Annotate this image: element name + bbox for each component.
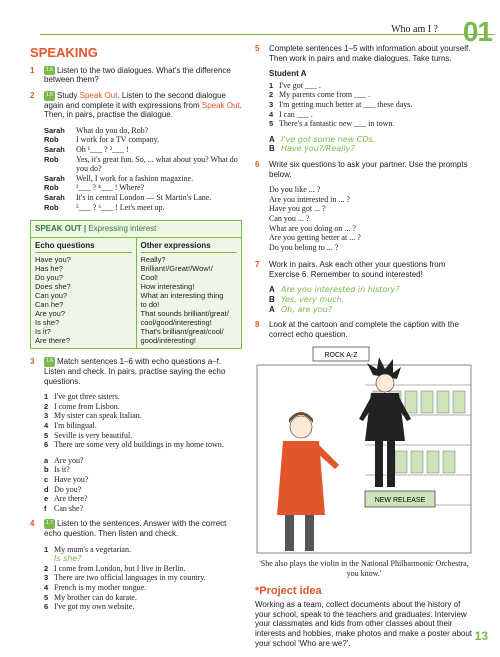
speaker-letter: B — [269, 295, 275, 305]
list-item — [44, 456, 242, 466]
dialogue-text: ³___ ? ⁴___ ! Where? — [76, 183, 145, 193]
item-number: 3 — [44, 411, 49, 421]
exercise-7-example — [269, 285, 473, 314]
item-number: 1 — [44, 544, 49, 554]
echo-question: Do you? — [35, 273, 63, 283]
list-item — [44, 421, 242, 431]
cartoon-svg — [255, 345, 473, 555]
item-number: 5 — [44, 430, 49, 440]
example-line — [269, 285, 473, 295]
cd-icon: 1.5 — [44, 91, 55, 101]
echo-question: Can he? — [35, 300, 64, 310]
other-expression: That's brilliant/great/cool/ — [140, 327, 224, 337]
speaker-name: Sarah — [44, 192, 65, 202]
unit-number: 01 — [462, 16, 492, 47]
other-expression: good/interesting! — [140, 336, 196, 346]
list-item — [44, 494, 242, 504]
exercise-8: 8 Look at the cartoon and complete the caption with the correct echo question. — [255, 320, 459, 339]
speaker-name: Rob — [44, 183, 59, 193]
dialogue-line — [44, 135, 242, 145]
list-item — [44, 440, 242, 450]
list-item — [44, 431, 242, 441]
item-text: Can she? — [54, 503, 84, 513]
example-line — [269, 144, 473, 154]
item-number: 2 — [44, 401, 49, 411]
item-number: 2 — [44, 563, 49, 573]
page-header — [0, 0, 500, 47]
speaker-letter: A — [269, 304, 275, 314]
item-text: I come from Lisbon. — [54, 401, 120, 411]
example-line — [269, 135, 473, 145]
echo-question: Can you? — [35, 291, 68, 301]
dialogue-line — [44, 145, 242, 155]
cartoon-caption: 'She also plays the violin in the National Philharmonic Orchestra, you know.' — [259, 559, 469, 579]
item-number: a — [44, 455, 49, 465]
list-item — [269, 110, 473, 120]
page-number: 13 — [474, 629, 488, 643]
exercise-text: Listen to the two dialogues. What's the difference between them? — [44, 65, 231, 85]
list-item — [44, 411, 242, 421]
exercise-5-sentences — [269, 81, 473, 129]
project-title: *Project idea — [255, 584, 322, 597]
handwritten-answer: Have you?/Really? — [281, 144, 355, 154]
item-text: Is she? — [54, 554, 82, 564]
cd-icon: 1.7 — [44, 519, 55, 529]
list-item — [44, 475, 242, 485]
item-text: I'm getting much better at ___ these days. — [279, 99, 413, 109]
dialogue-line — [44, 193, 242, 203]
item-text: Have you? — [54, 474, 89, 484]
handwritten-answer: Yes, very much. — [281, 295, 345, 305]
item-text: Do you? — [54, 484, 82, 494]
speak-out-header: SPEAK OUT | Expressing interest — [31, 221, 241, 238]
item-text: There are some very old buildings in my home town. — [54, 440, 224, 450]
dialogue-text: Oh ¹___ ? ²___ ! — [76, 144, 129, 154]
item-text: My parents come from ___ . — [279, 90, 371, 100]
exercise-4-sentences — [44, 545, 242, 612]
speak-out-box — [30, 220, 242, 349]
list-item — [44, 545, 242, 555]
dialogue-line — [44, 183, 242, 193]
list-item — [44, 485, 242, 495]
echo-question: Have you? — [35, 255, 71, 265]
example-line — [269, 305, 473, 315]
handwritten-answer: Are you interested in history? — [281, 285, 400, 295]
item-text: Are you? — [54, 455, 84, 465]
item-text: I've got ___ . — [279, 80, 321, 90]
item-number: 4 — [44, 582, 49, 592]
right-column — [255, 44, 473, 648]
speaker-name: Sarah — [44, 173, 65, 183]
prompt-item: Do you like ... ? — [269, 185, 321, 195]
item-text: My mum's a vegetarian. — [54, 544, 131, 554]
exercise-2: 2 1.5 Study Speak Out. Listen to the second dialogue again and complete it with expressions from Speak Out. Then, in pairs, practise the dialogue. — [30, 90, 242, 120]
exercise-3-options — [44, 456, 242, 514]
dialogue-line — [44, 126, 242, 136]
dialogue-line — [44, 155, 242, 174]
list-item — [44, 554, 242, 564]
item-text: There are two official languages in my country. — [54, 573, 206, 583]
other-expression: How interesting! — [140, 282, 195, 292]
other-expression: What an interesting thing — [140, 291, 224, 301]
cd-icon: 1.6 — [44, 357, 55, 367]
exercise-number: 1 — [30, 65, 35, 75]
prompt-item: Are you getting better at ... ? — [269, 233, 361, 243]
sign-text: NEW RELEASE — [374, 497, 426, 505]
item-text: I come from London, but I live in Berlin. — [54, 563, 186, 573]
list-item — [44, 573, 242, 583]
item-text: French is my mother tongue. — [54, 582, 147, 592]
item-text: I'm bilingual. — [54, 420, 97, 430]
other-expression: Really? — [140, 255, 166, 265]
header-title: Who am I ? — [391, 24, 438, 35]
item-number: 3 — [269, 99, 274, 109]
echo-question: Has he? — [35, 264, 63, 274]
echo-question: Does she? — [35, 282, 71, 292]
list-item — [269, 119, 473, 129]
exercise-4: 4 1.7 Listen to the sentences. Answer with the correct echo question. Then listen and check. — [30, 519, 227, 538]
example-line — [269, 295, 473, 305]
prompt-item: Can you ... ? — [269, 213, 310, 223]
sign-text: ROCK A-Z — [324, 352, 358, 360]
exercise-number: 2 — [30, 90, 35, 100]
cartoon-illustration — [255, 345, 473, 555]
list-item — [44, 402, 242, 412]
list-item — [269, 81, 473, 91]
list-item — [44, 602, 242, 612]
other-expression: cool/good/interesting! — [140, 318, 212, 328]
item-number: 1 — [44, 392, 49, 402]
speaker-name: Rob — [44, 154, 59, 164]
exercise-3: 3 1.6 Match sentences 1–6 with echo questions a–f. Listen and check. In pairs, practise saying the echo questions. — [30, 357, 226, 386]
item-text: I can ___ . — [279, 109, 313, 119]
dialogue-text: Well, I work for a fashion magazine. — [76, 173, 194, 183]
exercise-5: 5 Complete sentences 1–5 with information about yourself. Then work in pairs and make dialogues. Take turns. — [255, 44, 471, 63]
item-number: 2 — [269, 90, 274, 100]
echo-question: Is she? — [35, 318, 60, 328]
list-item — [44, 564, 242, 574]
exercise-3-sentences — [44, 392, 242, 450]
list-item — [44, 392, 242, 402]
speaker-name: Rob — [44, 135, 59, 145]
exercise-5-example — [269, 135, 473, 154]
other-expression: Brilliant!/Great!/Wow!/ — [140, 264, 213, 274]
speaker-name: Rob — [44, 202, 59, 212]
item-number: b — [44, 465, 49, 475]
dialogue-text: I work for a TV company. — [76, 135, 160, 145]
item-number: 5 — [269, 119, 274, 129]
echo-questions-column: Echo questions Have you? Has he? Do you? Does she? Can you? Can he? Are you? Is she? Is it? Are there? — [31, 238, 136, 349]
dialogue — [44, 126, 242, 212]
echo-question: Are there? — [35, 336, 71, 346]
item-number: 4 — [269, 109, 274, 119]
prompt-item: Do you belong to ... ? — [269, 242, 339, 252]
list-item — [44, 593, 242, 603]
item-text: Are there? — [54, 494, 88, 504]
item-text: My brother can do karate. — [54, 592, 137, 602]
speaker-letter: A — [269, 285, 275, 295]
prompt-item: What are you doing on ... ? — [269, 223, 356, 233]
list-item — [44, 583, 242, 593]
section-title: SPEAKING — [30, 45, 98, 60]
list-item — [44, 465, 242, 475]
item-number: 6 — [44, 602, 49, 612]
item-number: 4 — [44, 420, 49, 430]
project-text: Working as a team, collect documents about the history of your school, speak to the teachers and graduates. Interview your classmates and kids from other classes about their interests and hobbies, make photos and make a poster about your school 'Who are we?'. — [255, 600, 473, 648]
item-number: f — [44, 503, 47, 513]
item-number — [44, 554, 54, 564]
item-text: Seville is very beautiful. — [54, 430, 133, 440]
dialogue-line — [44, 203, 242, 213]
dialogue-text: Yes, it's great fun. So, ... what about you? What do you do? — [76, 154, 238, 174]
list-item — [269, 90, 473, 100]
dialogue-text: ⁵___ ? ⁶___ ! Let's meet up. — [76, 202, 165, 212]
item-text: I've got my own website. — [54, 602, 135, 612]
prompt-item: Are you interested in ... ? — [269, 194, 350, 204]
speaker-letter: A — [269, 134, 275, 144]
student-label: Student A — [269, 69, 307, 79]
handwritten-answer: I've got some new CDs. — [281, 134, 376, 144]
item-text: My sister can speak Italian. — [54, 411, 142, 421]
exercise-6-prompts — [269, 185, 473, 252]
exercise-7: 7 Work in pairs. Ask each other your questions from Exercise 6. Remember to sound interested! — [255, 260, 446, 279]
list-item — [44, 504, 242, 514]
speaker-name: Sarah — [44, 125, 65, 135]
item-number: 6 — [44, 440, 49, 450]
item-number: 5 — [44, 592, 49, 602]
cd-icon: 1.5 — [44, 66, 55, 76]
exercise-1 — [30, 66, 242, 85]
item-number: 1 — [269, 80, 274, 90]
item-number: e — [44, 494, 49, 504]
dialogue-text: What do you do, Rob? — [76, 125, 149, 135]
list-item — [269, 100, 473, 110]
item-number: d — [44, 484, 49, 494]
other-expression: That sounds brilliant/great/ — [140, 309, 229, 319]
item-text: I've got three sisters. — [54, 392, 120, 402]
prompt-item: Have you got ... ? — [269, 204, 326, 214]
item-text: Is it? — [54, 465, 70, 475]
item-number: c — [44, 474, 49, 484]
speaker-letter: B — [269, 144, 275, 154]
echo-question: Are you? — [35, 309, 66, 319]
dialogue-line — [44, 174, 242, 184]
handwritten-answer: Oh, are you? — [281, 304, 333, 314]
echo-question: Is it? — [35, 327, 51, 337]
item-number: 3 — [44, 573, 49, 583]
other-expression: to do! — [140, 300, 160, 310]
other-expression: Cool! — [140, 273, 159, 283]
item-text: There's a fantastic new ___ in town. — [279, 119, 395, 129]
left-column — [30, 44, 242, 618]
other-expressions-column: Other expressions Really? Brilliant!/Great!/Wow!/ Cool! How interesting! What an interesting thing to do! That sounds brilliant/great/ cool/good/interesting! That's brilliant/great/cool/ good/interesting! — [136, 238, 242, 349]
exercise-6: 6 Write six questions to ask your partner. Use the prompts below. — [255, 159, 468, 179]
dialogue-text: It's in central London — St Martin's Lane. — [76, 192, 212, 202]
speaker-name: Sarah — [44, 144, 65, 154]
